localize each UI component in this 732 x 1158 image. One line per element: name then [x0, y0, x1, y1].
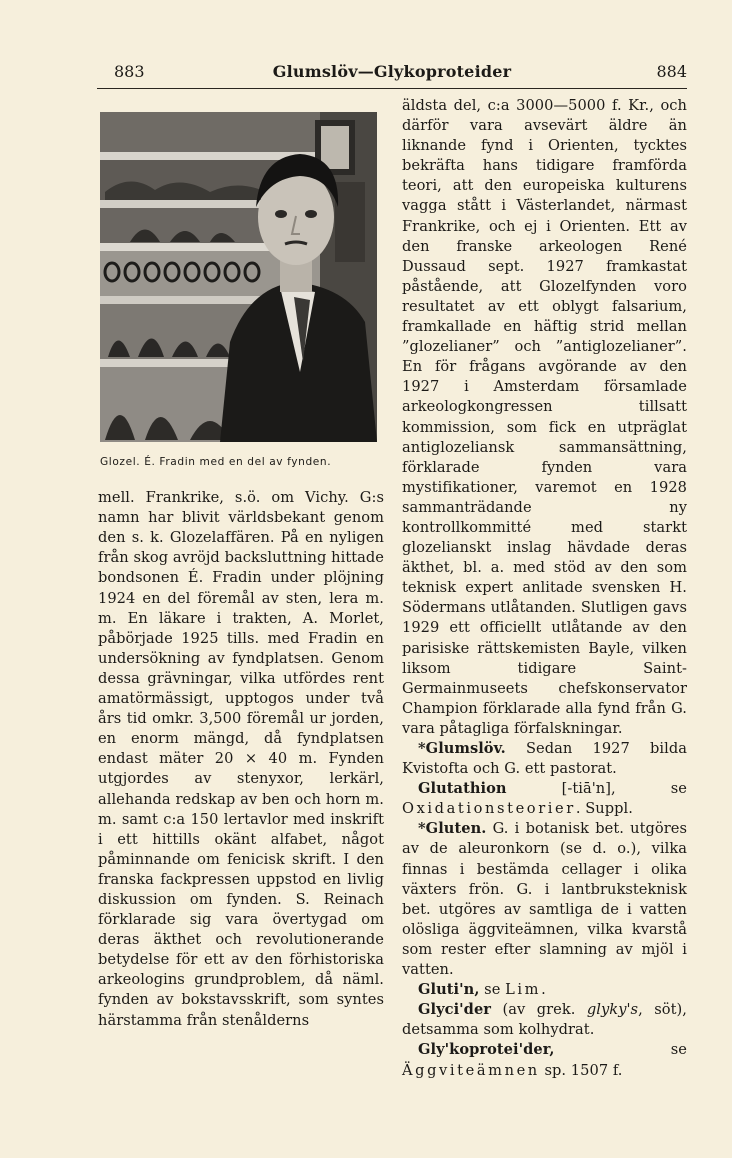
page-header	[97, 60, 687, 84]
headword-glutin: Gluti'n,	[418, 981, 480, 999]
left-column	[98, 96, 384, 1031]
page-number-left: 883	[114, 62, 145, 81]
article-text-right: äldsta del, c:a 3000—5000 f. Kr., och därför vara avsevärt äldre än liknande fynd i Orienten, tycktes bekräfta hans tidigare framförda teori, att den europeiska kulturens vagga stått i Västerlandet, närmast Frankrike, och ej i Orienten. Ett av den franske arkeologen René Dussaud sept. 1927 framkastat påstående, att Glozelfynden voro resultatet av ett oblygt falsarium, framkallade en häftig strid mellan ”glozelianer” och ”antiglozelianer”. En för frågans avgörande av den 1927 i Amsterdam församlade arkeologkongressen tillsatt kommission, som fick en utpräglat antiglozeliansk sammansättning, förklarade fynden vara mystifikationer, varemot en 1928 sammanträdande ny kontrollkommitté med starkt glozelianskt inslag hävdade deras äkthet, bl. a. med stöd av den som teknisk expert anlitade svensken H. Södermans utlåtanden. Slutligen gavs 1929 ett officiellt utlåtande av den parisiske rättskemisten Bayle, vilken liksom tidigare Saint-Germainmuseets chefskonservator Champion förklarade alla fynd från G. vara påtagliga förfalskningar.	[402, 97, 687, 737]
entry-glycider	[402, 1000, 687, 1040]
entry-glykoproteider	[402, 1040, 687, 1080]
page-number-right: 884	[656, 62, 687, 81]
right-column	[402, 96, 687, 1081]
entry-glumslov-text: Sedan 1927 bilda Kvistofta och G. ett pastorat.	[402, 740, 687, 778]
headword-gluten: *Gluten.	[418, 820, 487, 838]
entry-glykoproteider-suffix: sp. 1507 f.	[539, 1061, 623, 1079]
headword-glycider: Glyci'der	[418, 1001, 492, 1019]
header-rule	[97, 88, 687, 89]
entry-glycider-suffix: , söt), detsamma som kolhydrat.	[402, 1001, 687, 1039]
entry-glykoproteider-text: se	[554, 1041, 687, 1059]
running-title: Glumslöv—Glykoproteider	[272, 62, 512, 81]
entry-glutin-suffix: .	[541, 981, 546, 999]
entry-gluten	[402, 819, 687, 980]
greek-term: glyky's	[586, 1001, 639, 1019]
cross-reference-lim: Lim	[505, 981, 542, 999]
photograph-illustration	[100, 112, 377, 442]
headword-glykoproteider: Gly'koprotei'der,	[418, 1041, 555, 1059]
photograph	[100, 112, 377, 442]
figure	[100, 112, 380, 472]
cross-reference-aggviteamnen: Äggviteämnen	[402, 1061, 540, 1079]
cross-reference-oxidationsteorier: Oxidationsteorier	[402, 800, 576, 818]
entry-glumslov	[402, 739, 687, 779]
photo-caption: Glozel. É. Fradin med en del av fynden.	[100, 456, 332, 468]
entry-glutin	[402, 980, 687, 1000]
entry-glutathion-text: [-tiā'n], se	[506, 780, 687, 798]
entry-glycider-text: (av grek.	[491, 1001, 587, 1019]
headword-glutathion: Glutathion	[418, 780, 507, 798]
article-text-left: mell. Frankrike, s.ö. om Vichy. G:s namn har blivit världsbekant genom den s. k. Glozelaffären. På en nyligen från skog avröjd backsluttning hittade bondsonen É. Fradin under plöjning 1924 en del föremål av sten, lera m. m. En läkare i trakten, A. Morlet, påbörjade 1925 tills. med Fradin en undersökning av fyndplatsen. Genom dessa grävningar, vilka utfördes rent amatörmässigt, upptogos under två års tid omkr. 3,500 föremål ur jorden, en enorm mängd, då fyndplatsen endast mäter 20 × 40 m. Fynden utgjordes av stenyxor, lerkärl, allehanda redskap av ben och horn m. m. samt c:a 150 lertavlor med inskrift i ett hittills okänt alfabet, något påminnande om fenicisk skrift. I den franska fackpressen uppstod en livlig diskussion om fynden. S. Reinach förklarade sig vara övertygad om deras äkthet och revolutionerande betydelse för ett av den förhistoriska arkeologins grundproblem, då näml. fynden av bokstavsskrift, som syntes härstamma från stenålderns	[98, 489, 384, 1029]
entry-glutin-text: se	[479, 981, 506, 999]
headword-glumslov: *Glumslöv.	[418, 740, 506, 757]
entry-glutathion-suffix: . Suppl.	[575, 800, 633, 818]
entry-glutathion	[402, 779, 687, 819]
entry-gluten-text: G. i botanisk bet. utgöres av de aleuronkorn (se d. o.), vilka finnas i bestämda cellager i olika växters frön. G. i lantbruksteknisk bet. utgöres av samtliga de i vatten olösliga äggviteämnen, vilka kvarstå som rester efter slamning av mjöl i vatten.	[402, 820, 687, 979]
